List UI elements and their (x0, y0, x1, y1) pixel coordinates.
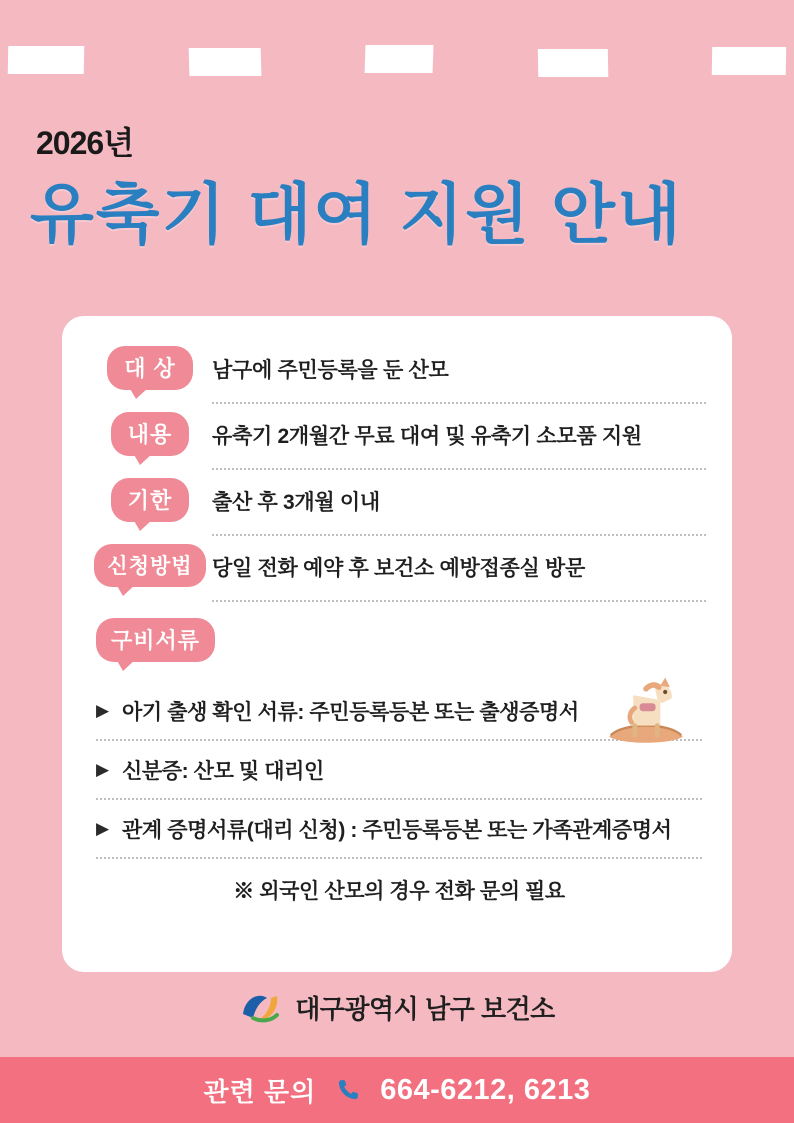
triangle-bullet-icon: ▶ (96, 760, 110, 779)
rocking-horse-icon (598, 668, 694, 752)
badge-wrap (88, 542, 212, 587)
footer-label: 관련 문의 (203, 1076, 317, 1107)
documents-badge-row (62, 608, 732, 662)
info-rows (62, 316, 732, 602)
phone-icon (334, 1076, 362, 1104)
row-badge: 대 상 (107, 346, 193, 390)
organization-row (0, 988, 794, 1026)
tape-icon (188, 48, 261, 76)
documents-badge: 구비서류 (96, 618, 215, 662)
info-card (62, 316, 732, 972)
badge-wrap (88, 410, 212, 456)
poster-year: 2026년 (36, 125, 134, 161)
triangle-bullet-icon: ▶ (96, 819, 110, 838)
organization-name: 대구광역시 남구 보건소 (295, 993, 555, 1024)
list-item (96, 755, 702, 800)
list-item-text: 신분증: 산모 및 대리인 (122, 760, 324, 783)
list-item-text: 아기 출생 확인 서류: 주민등록등본 또는 출생증명서 (122, 701, 579, 724)
footer-bar (0, 1057, 794, 1123)
tape-icon (365, 45, 434, 73)
badge-wrap (88, 476, 212, 522)
footer-phone-number: 664-6212, 6213 (380, 1073, 591, 1106)
info-row (62, 344, 732, 404)
row-text: 출산 후 3개월 이내 (212, 478, 706, 536)
row-badge: 내용 (111, 412, 190, 456)
tape-icon (537, 49, 607, 77)
row-badge: 기한 (111, 478, 190, 522)
info-row (62, 410, 732, 470)
badge-wrap (88, 344, 212, 390)
tape-decoration-row (0, 46, 794, 76)
page-title: 유축기 대여 지원 안내 (30, 177, 683, 251)
info-row (62, 476, 732, 536)
documents-note: ※ 외국인 산모의 경우 전화 문의 필요 (233, 880, 565, 903)
list-item (96, 814, 702, 859)
row-text: 당일 전화 예약 후 보건소 예방접종실 방문 (212, 544, 706, 602)
row-text: 유축기 2개월간 무료 대여 및 유축기 소모품 지원 (212, 412, 706, 470)
tape-icon (8, 46, 84, 74)
triangle-bullet-icon: ▶ (96, 701, 110, 720)
info-row (62, 542, 732, 602)
tape-icon (712, 47, 786, 75)
row-text: 남구에 주민등록을 둔 산모 (212, 346, 706, 404)
daegu-namgu-logo-icon (239, 988, 283, 1026)
row-badge: 신청방법 (94, 544, 205, 587)
list-item-text: 관계 증명서류(대리 신청) : 주민등록등본 또는 가족관계증명서 (122, 819, 672, 842)
